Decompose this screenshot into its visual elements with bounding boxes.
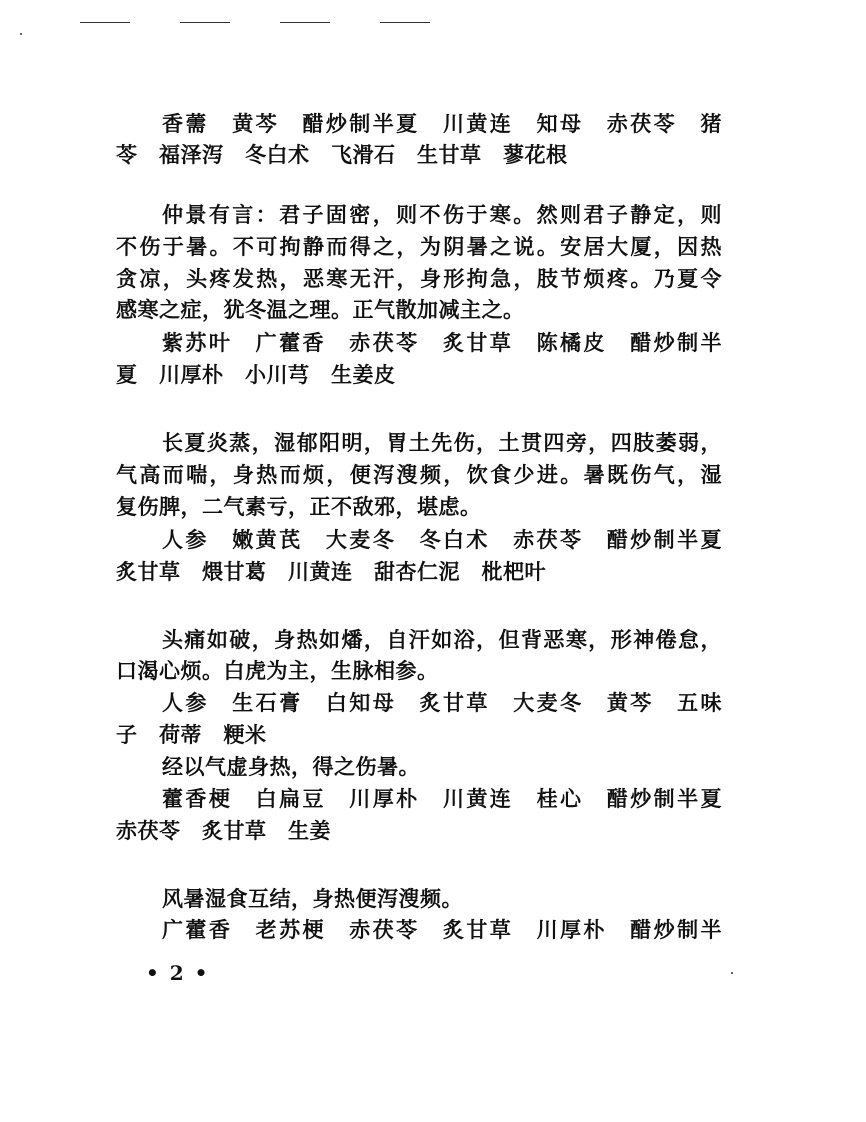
scan-speck (731, 972, 733, 974)
text-line: 仲景有言：君子固密，则不伤于寒。然则君子静定，则 (162, 202, 722, 227)
text-line: 紫苏叶 广藿香 赤茯苓 炙甘草 陈橘皮 醋炒制半 (162, 330, 722, 355)
text-line: 贪凉，头疼发热，恶寒无汗，身形拘急，肢节烦疼。乃夏令 (116, 266, 722, 291)
text-line: 藿香梗 白扁豆 川厚朴 川黄连 桂心 醋炒制半夏 (162, 786, 722, 811)
header-rule (280, 22, 330, 23)
text-line: 不伤于暑。不可拘静而得之，为阴暑之说。安居大厦，因热 (116, 234, 722, 259)
text-line: 广藿香 老苏梗 赤茯苓 炙甘草 川厚朴 醋炒制半 (162, 917, 722, 942)
header-rule (80, 22, 130, 23)
text-line: 风暑湿食互结，身热便泻溲频。 (162, 886, 463, 911)
text-line: 赤茯苓 炙甘草 生姜 (116, 818, 331, 843)
text-line: 人参 生石膏 白知母 炙甘草 大麦冬 黄芩 五味 (162, 690, 722, 715)
text-line: 炙甘草 煨甘葛 川黄连 甜杏仁泥 枇杷叶 (116, 559, 546, 584)
text-line: 人参 嫩黄芪 大麦冬 冬白术 赤茯苓 醋炒制半夏 (162, 527, 722, 552)
text-line: 长夏炎蒸，湿郁阳明，胃土先伤，土贯四旁，四肢萎弱， (162, 430, 722, 455)
text-line: 子 荷蒂 粳米 (116, 722, 267, 747)
page-number: • 2 • (146, 961, 210, 985)
scan-speck (20, 33, 22, 35)
header-rule (380, 22, 430, 23)
text-line: 复伤脾，二气素亏，正不敌邪，堪虑。 (116, 494, 482, 519)
text-line: 香薷 黄芩 醋炒制半夏 川黄连 知母 赤茯苓 猪 (162, 111, 722, 136)
text-line: 夏 川厚朴 小川芎 生姜皮 (116, 362, 396, 387)
text-line: 经以气虚身热，得之伤暑。 (162, 754, 420, 779)
text-line: 口渴心烦。白虎为主，生脉相参。 (116, 658, 439, 683)
text-line: 头痛如破，身热如燔，自汗如浴，但背恶寒，形神倦怠， (162, 627, 722, 652)
text-line: 气高而喘，身热而烦，便泻溲频，饮食少进。暑既伤气，湿 (116, 462, 722, 487)
header-rule (180, 22, 230, 23)
text-line: 苓 福泽泻 冬白术 飞滑石 生甘草 蓼花根 (116, 142, 568, 167)
text-line: 感寒之症，犹冬温之理。正气散加减主之。 (116, 297, 525, 322)
